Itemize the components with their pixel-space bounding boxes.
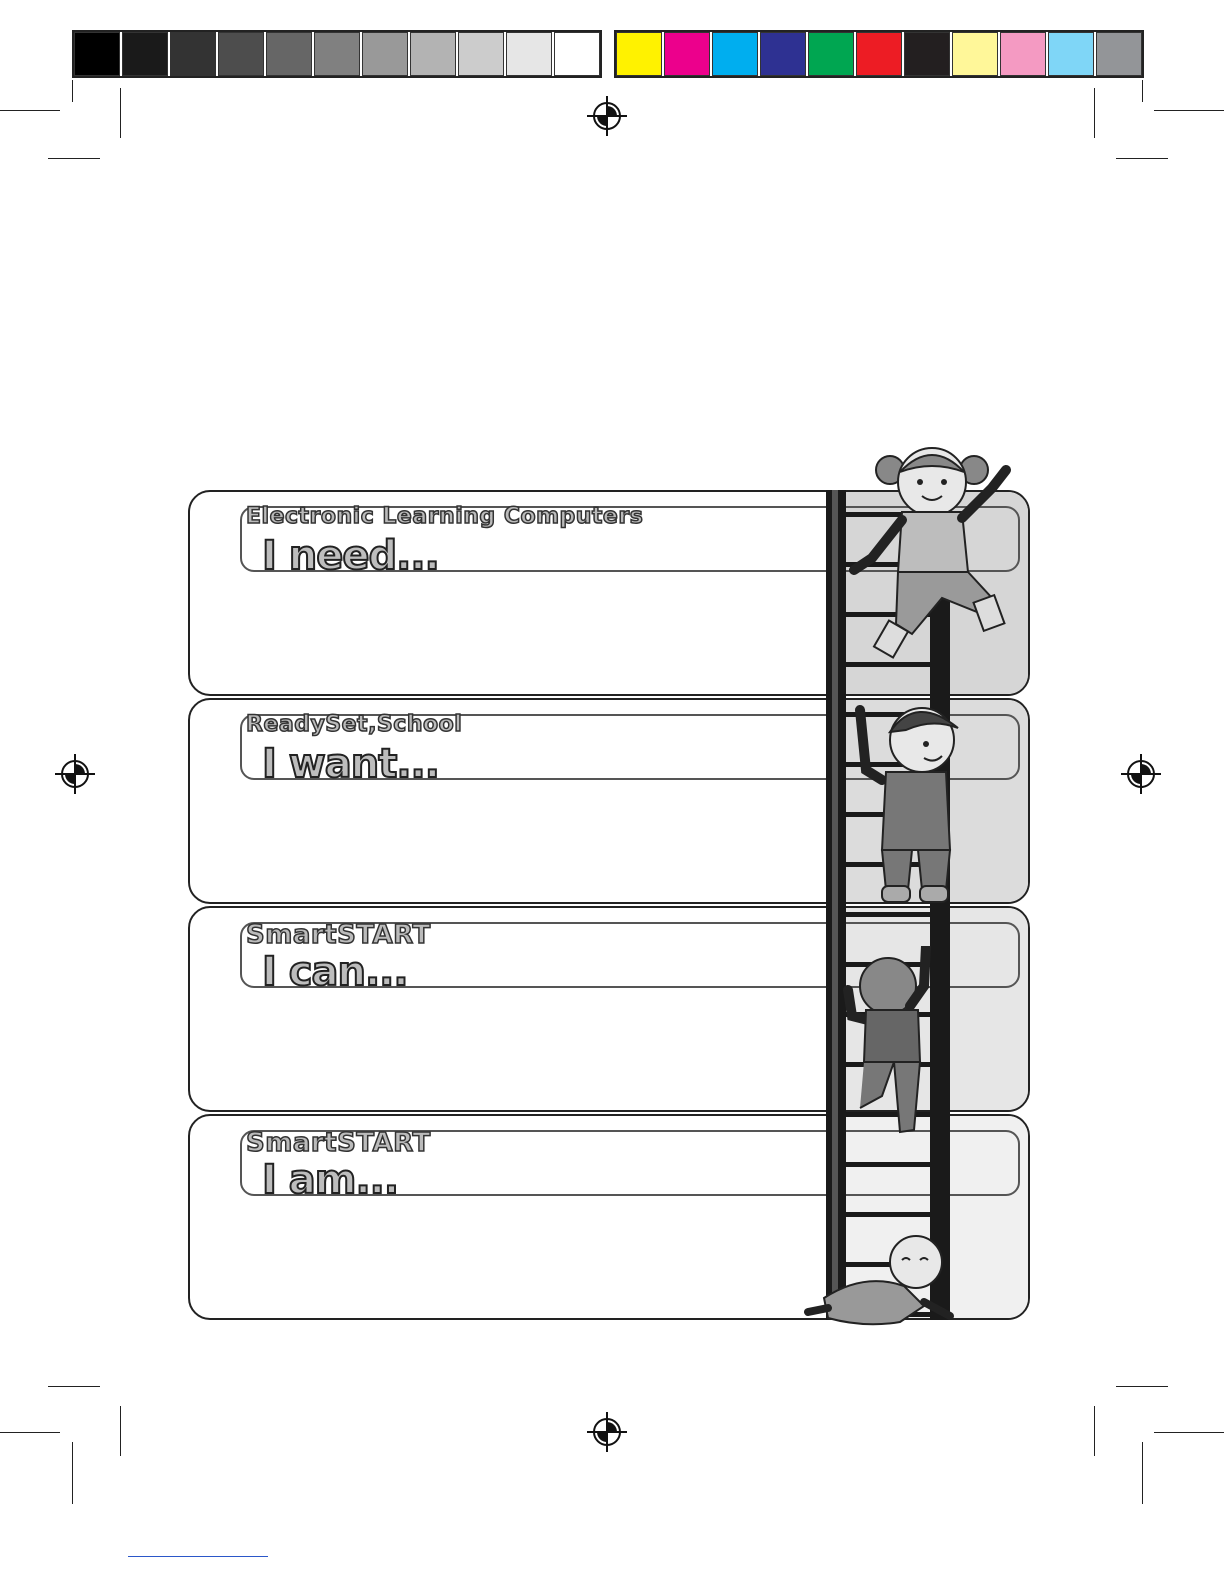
crop-mark (120, 88, 121, 138)
color-swatch (952, 32, 998, 76)
crop-mark (1094, 88, 1095, 138)
gray-swatch (362, 32, 408, 76)
panel-heading: I am... (262, 1157, 399, 1203)
brand-logo: Electronic Learning Computers (246, 504, 644, 529)
baby-icon (804, 1232, 964, 1332)
crop-mark (48, 158, 100, 159)
crop-mark (1116, 1386, 1168, 1387)
gray-swatch (410, 32, 456, 76)
color-swatch (616, 32, 662, 76)
crop-mark (1142, 1442, 1143, 1504)
ladder-rung (846, 1162, 930, 1167)
ladder-rung (846, 912, 930, 917)
color-swatch (808, 32, 854, 76)
crop-mark (1154, 110, 1224, 111)
registration-mark-icon (1121, 754, 1161, 794)
footer-line (128, 1556, 268, 1557)
gray-swatch (314, 32, 360, 76)
girl-icon (842, 438, 1022, 668)
crop-mark (72, 1442, 73, 1504)
brand-logo: SmartSTART (246, 920, 431, 950)
crop-mark (1094, 1406, 1095, 1456)
toddler-icon (838, 946, 948, 1146)
crop-mark (120, 1406, 121, 1456)
gray-swatch (122, 32, 168, 76)
panel-heading: I want... (262, 741, 439, 787)
panel-heading: I need... (262, 533, 439, 579)
crop-mark (72, 80, 73, 102)
boy-icon (846, 700, 976, 910)
color-swatch (1048, 32, 1094, 76)
crop-mark (0, 110, 60, 111)
color-swatch (904, 32, 950, 76)
color-swatch (712, 32, 758, 76)
gray-swatch (554, 32, 600, 76)
crop-mark (1154, 1432, 1224, 1433)
crop-mark (1142, 80, 1143, 102)
color-swatch (1000, 32, 1046, 76)
color-swatch (856, 32, 902, 76)
gray-swatch (458, 32, 504, 76)
crop-mark (48, 1386, 100, 1387)
registration-mark-icon (55, 754, 95, 794)
registration-mark-icon (587, 96, 627, 136)
gray-swatch (266, 32, 312, 76)
brand-logo: SmartSTART (246, 1128, 431, 1158)
gray-swatch (170, 32, 216, 76)
gray-swatch (218, 32, 264, 76)
registration-mark-icon (587, 1412, 627, 1452)
ladder-rung (846, 1212, 930, 1217)
gray-swatch (74, 32, 120, 76)
color-swatch (664, 32, 710, 76)
color-swatch (1096, 32, 1142, 76)
crop-mark (0, 1432, 60, 1433)
crop-mark (1116, 158, 1168, 159)
panel-heading: I can... (262, 949, 408, 995)
gray-swatch (506, 32, 552, 76)
brand-logo: ReadySet,School (246, 712, 463, 737)
color-swatch (760, 32, 806, 76)
